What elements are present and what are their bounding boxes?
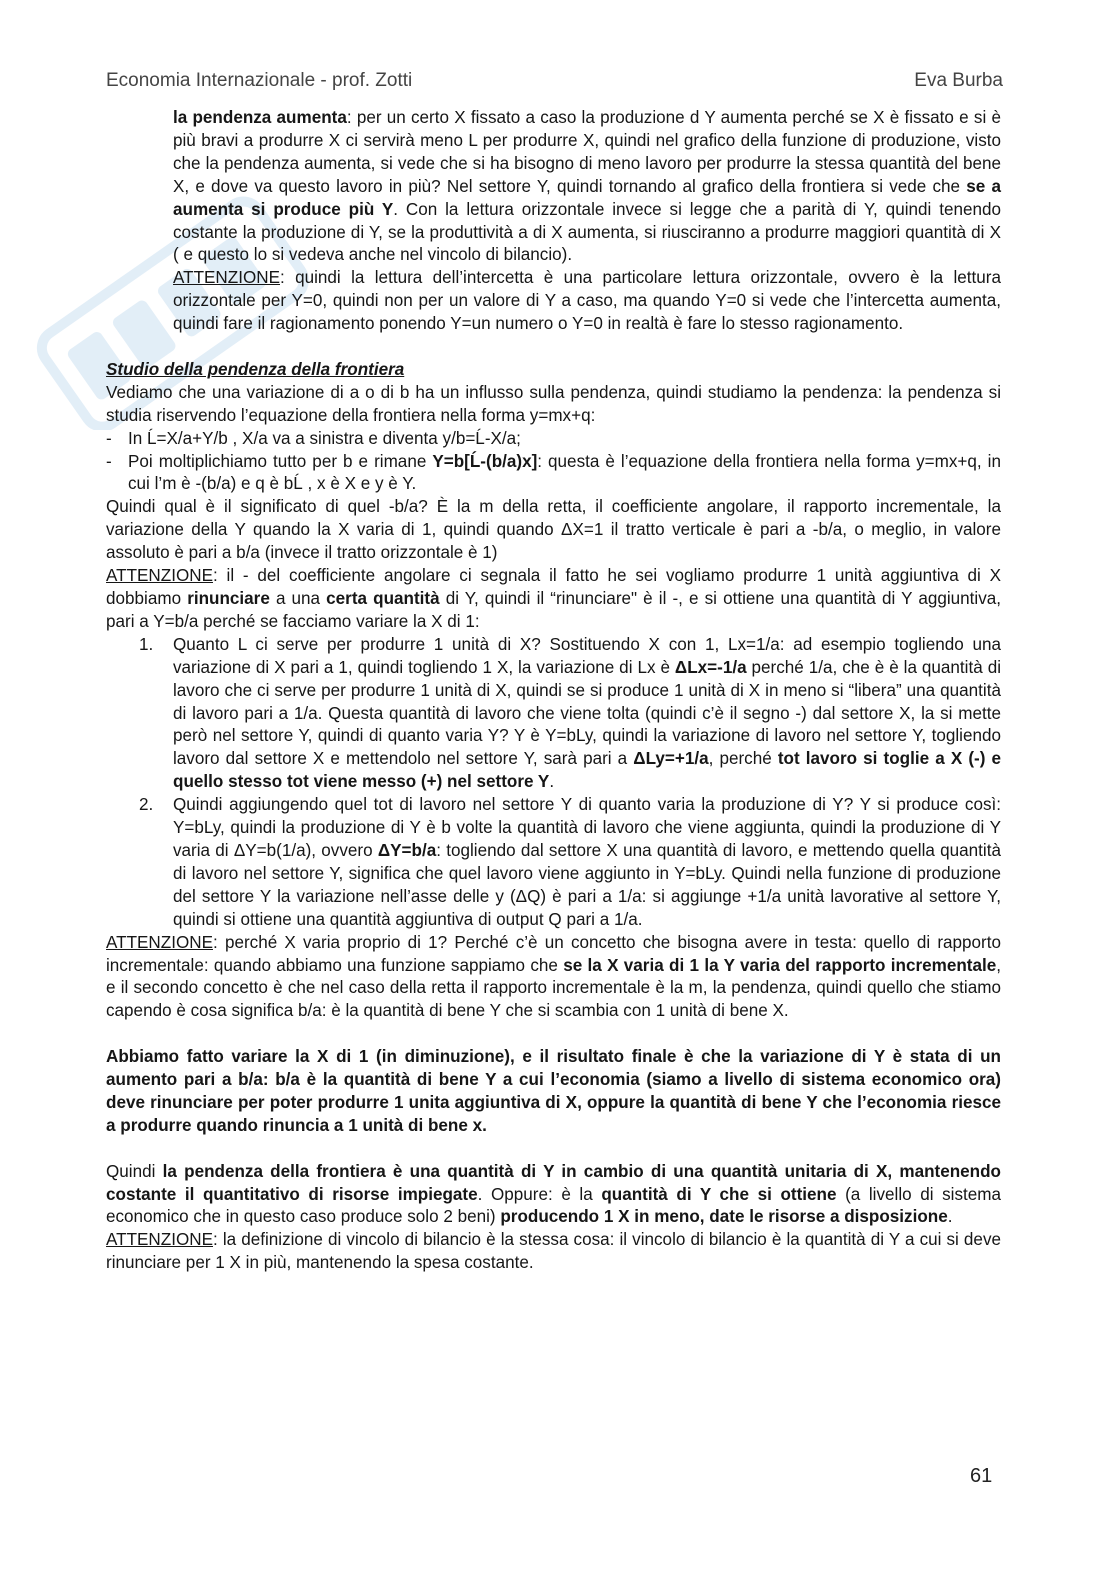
attention-label: ATTENZIONE — [106, 932, 213, 952]
bold-text: ΔLx=-1/a — [674, 657, 747, 677]
paragraph-meaning-slope: Quindi qual è il significato di quel -b/a? È la m della retta, il coefficiente angolare, il rapporto incrementale, la variazione della Y quando la X varia di 1, quindi quando ΔX=1 il tratto verticale è pari a -b/a, o meglio, in valore assoluto è pari a b/a (invece il tratto orizzontale è 1) — [106, 497, 1001, 563]
list-number: 2. — [139, 795, 154, 815]
list-item — [106, 451, 1001, 497]
paragraph-frontier-slope-definition — [106, 1161, 1001, 1230]
text-span: : il - del coefficiente angolare ci segnala il fatto he sei vogliamo produrre 1 unità aggiuntiva di X dobbiamo — [106, 566, 1001, 609]
text-span: . Con la lettura orizzontale invece si legge che a parità di Y, quindi tenendo costante la produzione di Y, se la produttività a di X aumenta, si riusciranno a produrre maggiori quantità di X ( e questo lo si vedeva anche nel vincolo di bilancio). — [173, 199, 1001, 265]
section-title: Studio della pendenza della frontiera — [106, 359, 405, 379]
text-span: . — [947, 1207, 953, 1227]
bold-text: rinunciare — [187, 589, 270, 609]
bold-text: producendo 1 X in meno, date le risorse a disposizione — [500, 1207, 948, 1227]
header-course-title: Economia Internazionale - prof. Zotti — [106, 70, 413, 91]
bold-text: Y=b[Ĺ-(b/a)x] — [432, 451, 538, 471]
text-span: : questa è l’equazione della frontiera nella forma y=mx+q, in cui l’m è -(b/a) e q è bĹ , x è X e y è Y. — [128, 451, 1001, 494]
page-number: 61 — [970, 1465, 993, 1487]
text-span: In Ĺ=X/a+Y/b , X/a va a sinistra e diventa y/b=Ĺ-X/a; — [128, 428, 521, 448]
text-span: . Oppure: è la — [477, 1184, 602, 1204]
bold-text: certa quantità — [326, 589, 440, 609]
bold-text: Abbiamo fatto variare la X di 1 (in diminuzione), e il risultato finale è che la variazione di Y è stata di un aumento pari a b/a: b/a è la quantità di bene Y a cui l’economia (siamo a livello di sistema economico ora) deve rinunciare per poter produrre 1 unita aggiuntiva di X, oppure la quantità di bene Y che l’economia riesce a produrre quando rinuncia a 1 unità di bene x. — [106, 1047, 1001, 1135]
paragraph-slope-increase — [106, 107, 1001, 267]
bold-text: tot lavoro si toglie a X (-) e quello stesso tot viene messo (+) nel settore Y — [173, 749, 1001, 792]
bold-text: se la X varia di 1 la Y varia del rapporto incrementale — [563, 955, 997, 975]
paragraph-summary — [106, 1046, 1001, 1138]
header-author: Eva Burba — [914, 70, 1003, 91]
paragraph-attention-sign — [106, 565, 1001, 634]
paragraph-slope-study: Vediamo che una variazione di a o di b ha un influsso sulla pendenza, quindi studiamo la pendenza: la pendenza si studia riservendo l’equazione della frontiera nella forma y=mx+q: — [106, 382, 1001, 425]
text-span: : perché X varia proprio di 1? Perché c’è un concetto che bisogna avere in testa: quello di rapporto incrementale: quando abbiamo una funzione sappiamo che — [106, 932, 1001, 975]
text-span: Quanto L ci serve per produrre 1 unità di X? Sostituendo X con 1, Lx=1/a: ad esempio togliendo una variazione di X pari a 1, quindi togliendo 1 X, la variazione di Lx è — [173, 634, 1001, 677]
bold-text: la pendenza aumenta — [173, 108, 347, 127]
text-span: perché 1/a, che è è la quantità di lavoro che ci serve per produrre 1 unità di X, quindi se si produce 1 unità di X in meno si “libera” una quantità di lavoro pari a 1/a. Questa quantità di lavoro che viene tolta (quindi c’è il segno -) dal settore X, la si mette però nel settore Y, quindi di quanto varia Y? Y è Y=bLy, quindi la variazione di lavoro nel settore Y, togliendo lavoro dal settore X e mettendolo nel settore Y, sarà pari a — [173, 657, 1001, 769]
text-span: Quindi aggiungendo quel tot di lavoro nel settore Y di quanto varia la produzione di Y? Y si produce così: Y=bLy, quindi la produzione di Y è b volte la quantità di lavoro che viene aggiunta, quindi la produzione di Y varia di ΔY=b(1/a), ovvero — [173, 795, 1001, 860]
text-span: : la definizione di vincolo di bilancio è la stessa cosa: il vincolo di bilancio è la quantità di Y a cui si deve rinunciare per 1 X in più, mantenendo la spesa costante. — [106, 1230, 1001, 1273]
bold-text: ΔLy=+1/a — [633, 749, 709, 769]
text-span: : per un certo X fissato a caso la produzione d Y aumenta perché se X è fissato e si è più bravi a produrre X ci servirà meno L per produrre X, quindi nel grafico della funzione di produzione, visto che la pendenza aumenta, si vede che si ha bisogno di meno lavoro per produrre la stessa quantità del bene X, e dove va questo lavoro in più? Nel settore Y, quindi tornando al grafico della frontiera si vede che — [173, 108, 1001, 196]
bold-text: la pendenza della frontiera è una quantità di Y in cambio di una quantità unitaria di X, mantenendo costante il quantitativo di risorse impiegate — [106, 1161, 1001, 1204]
numbered-list — [106, 634, 1001, 932]
attention-label: ATTENZIONE — [106, 566, 213, 586]
attention-label: ATTENZIONE — [173, 268, 280, 288]
spacer — [106, 1023, 1001, 1046]
text-span: , perché — [708, 749, 778, 769]
text-span: (a livello di sistema economico che in questo caso produce solo 2 beni) — [106, 1184, 1002, 1227]
spacer — [106, 1138, 1001, 1161]
bold-text: ΔY=b/a — [377, 840, 437, 860]
list-item — [106, 634, 1001, 794]
list-number: 1. — [139, 634, 154, 654]
bold-text: quantità di Y che si ottiene — [601, 1184, 837, 1204]
attention-label: ATTENZIONE — [106, 1230, 213, 1250]
paragraph-attention-budget — [106, 1229, 1001, 1275]
page-header — [106, 70, 1003, 92]
bold-text: se a aumenta si produce più Y — [173, 176, 1001, 219]
text-span: di Y, quindi il “rinunciare" è il -, e si ottiene una quantità di Y aggiuntiva, pari a Y=b/a perché se facciamo variare la X di 1: — [106, 589, 1001, 631]
paragraph-attention-increment — [106, 932, 1001, 1024]
list-item — [106, 428, 1001, 451]
text-span: : quindi la lettura dell’intercetta è una particolare lettura orizzontale, ovvero è la lettura orizzontale per Y=0, quindi non per un valore di Y a caso, ma quando Y=0 si vede che l’intercetta aumenta, quindi fare il ragionamento ponendo Y=un numero o Y=0 in realtà è fare lo stesso ragionamento. — [173, 268, 1001, 334]
text-span: . — [549, 772, 555, 792]
spacer — [106, 336, 1001, 359]
page-body — [106, 107, 1001, 1275]
dash-list — [106, 428, 1001, 497]
text-span: : togliendo dal settore X una quantità di lavoro, e mettendo quella quantità di lavoro nel settore Y, significa che quel lavoro viene aggiunto in Y=bLy. Quindi nella funzione di produzione del settore Y la variazione nell’asse delle y (ΔQ) è pari a 1/a: si aggiunge +1/a unità lavorative al settore Y, quindi si ottiene una quantità aggiuntiva di output Q pari a 1/a. — [173, 840, 1001, 929]
text-span: a una — [269, 589, 327, 609]
text-span: Poi moltiplichiamo tutto per b e rimane — [128, 451, 433, 471]
list-item — [106, 794, 1001, 931]
text-span: Quindi — [106, 1161, 163, 1181]
text-span: , e il secondo concetto è che nel caso della retta il rapporto incrementale è la m, la pendenza, quindi quello che stiamo capendo è cosa significa b/a: è la quantità di bene Y che si scambia con 1 unità di bene X. — [106, 955, 1002, 1021]
paragraph-attention-intercept — [106, 267, 1001, 336]
